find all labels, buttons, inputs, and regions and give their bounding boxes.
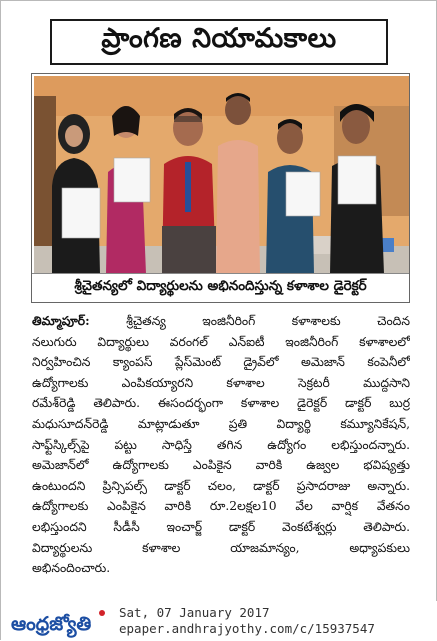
publication-date: Sat, 07 January 2017 — [119, 605, 270, 620]
news-photo-frame — [31, 73, 410, 303]
article-line: అమెజాన్‌లో ఉద్యోగాలకు ఎంపికైన వారికి ఉజ్వల భవిష్యత్తు — [32, 458, 410, 473]
article-dateline: తిమ్మాపూర్: — [32, 313, 90, 328]
article-body — [32, 311, 410, 579]
article-line: విద్యార్థులను కళాశాల యాజమాన్యం, అధ్యాపకులు — [32, 540, 410, 555]
article-line: రమేశ్‌రెడ్డి తెలిపారు. ఈసందర్భంగా కళాశాల డైరెక్టర్ డాక్టర్ బుర్ర — [32, 396, 410, 411]
article-line: నలుగురు విద్యార్థులు వరంగల్ ఎన్ఐటీ ఇంజినీరింగ్ కళాశాలలో — [32, 334, 410, 349]
article-line: ఉద్యోగాలకు ఎంపికైన వారికి రూ.2లక్షల10 వేల వార్షిక వేతనం — [32, 499, 410, 514]
article-line: నిర్వహించిన క్యాంపస్ ప్లేస్‌మెంట్ డ్రైవ్‌లో అమెజాన్ కంపెనీలో — [32, 355, 410, 370]
article-line: అభినందించారు. — [32, 561, 111, 576]
article-line: ఉంటుందని ప్రిన్సిపల్స్ డాక్టర్ చలం, డాక్టర్ ప్రసాదరాజు అన్నారు. — [32, 478, 410, 493]
news-photo — [34, 76, 409, 274]
headline: ప్రాంగణ నియామకాలు — [101, 23, 337, 54]
headline-box — [50, 19, 388, 65]
article-line: ఉద్యోగాలకు ఎంపికయ్యారని కళాశాల సెక్రటరీ ముద్దసాని — [32, 375, 410, 390]
photo-caption: శ్రీచైతన్యలో విద్యార్థులను అభినందిస్తున్న కళాశాల డైరెక్టర్ — [32, 273, 409, 301]
article-text: శ్రీచైతన్య ఇంజినీరింగ్ కళాశాలకు చెందిన — [89, 314, 410, 328]
article-line: సాఫ్ట్‌స్కిల్స్‌పై పట్టు సాధిస్తే తగిన ఉద్యోగం లభిస్తుందన్నారు. — [32, 437, 410, 452]
andhrajyothy-logo — [9, 605, 111, 639]
article-line-1 — [32, 311, 410, 332]
article-line: లభిస్తుందని సీడీసీ ఇంచార్జ్ డాక్టర్ వెంకటేశ్వర్లు తెలిపారు. — [32, 519, 410, 534]
article-line: మధుసూదన్‌రెడ్డి మాట్లాడుతూ ప్రతి విద్యార్థి కమ్యూనికేషన్, — [32, 416, 410, 431]
logo-accent-dot — [99, 610, 105, 616]
logo-text: ఆంధ్రజ్యోతి — [11, 613, 92, 635]
epaper-url[interactable]: epaper.andhrajyothy.com/c/15937547 — [119, 621, 375, 636]
